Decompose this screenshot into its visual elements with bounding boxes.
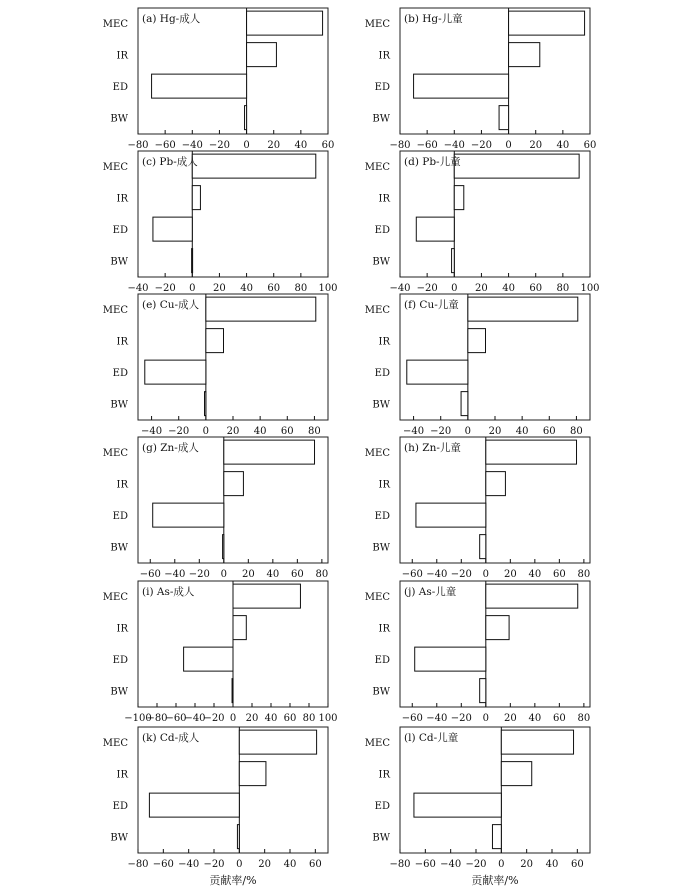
panel-title: (a) Hg-成人	[142, 13, 201, 25]
x-tick-label: −40	[426, 569, 448, 580]
bar-ir	[233, 616, 246, 640]
category-label: MEC	[364, 19, 390, 31]
bar-bw	[223, 535, 224, 559]
chart-panel	[365, 437, 590, 580]
category-label: ED	[374, 801, 390, 813]
x-tick-label: −40	[178, 859, 200, 870]
category-label: ED	[112, 368, 128, 380]
bar-ed	[149, 793, 239, 817]
bar-mec	[468, 297, 578, 321]
x-tick-label: 80	[577, 569, 591, 580]
category-label: MEC	[102, 305, 128, 317]
bar-ed	[184, 647, 233, 671]
x-tick-label: −40	[184, 713, 206, 724]
bar-ir	[224, 472, 244, 496]
bar-ed	[145, 360, 206, 384]
category-label: ED	[374, 82, 390, 94]
category-label: BW	[372, 542, 390, 554]
category-label: MEC	[102, 19, 128, 31]
bar-ir	[509, 43, 540, 67]
category-label: ED	[112, 655, 128, 667]
category-label: MEC	[102, 738, 128, 750]
x-tick-label: 40	[253, 426, 267, 437]
category-label: IR	[116, 193, 128, 205]
x-tick-label: 80	[294, 283, 308, 294]
x-tick-label: −40	[181, 140, 203, 151]
category-label: IR	[378, 479, 390, 491]
x-tick-label: −60	[414, 859, 436, 870]
category-label: ED	[112, 82, 128, 94]
x-tick-label: −60	[154, 140, 176, 151]
category-label: ED	[112, 801, 128, 813]
bar-ed	[153, 217, 192, 241]
x-tick-label: 80	[302, 713, 316, 724]
bar-ir	[206, 329, 224, 353]
x-tick-label: −20	[208, 140, 230, 151]
chart-panel	[365, 151, 600, 294]
x-tick-label: 20	[488, 426, 502, 437]
x-tick-label: 60	[552, 569, 566, 580]
panel-title: (j) As-儿童	[404, 586, 457, 598]
x-tick-label: 100	[580, 283, 600, 294]
x-tick-label: 40	[556, 140, 570, 151]
panel-title: (f) Cu-儿童	[404, 299, 459, 311]
category-label: IR	[378, 50, 390, 62]
bar-ir	[239, 762, 266, 786]
bar-mec	[501, 730, 573, 754]
x-tick-label: −80	[146, 713, 168, 724]
chart-panel	[103, 294, 328, 437]
panel-title: (h) Zn-儿童	[404, 442, 461, 454]
x-tick-label: 20	[267, 140, 281, 151]
chart-panel	[103, 437, 328, 580]
category-label: BW	[372, 113, 390, 125]
panel-title: (k) Cd-成人	[142, 732, 200, 744]
x-tick-label: −80	[127, 140, 149, 151]
x-tick-label: 0	[229, 713, 237, 724]
bar-mec	[239, 730, 316, 754]
bar-mec	[192, 154, 315, 178]
x-tick-label: 20	[503, 569, 517, 580]
x-tick-label: 60	[267, 283, 281, 294]
x-tick-label: 40	[545, 859, 559, 870]
x-tick-label: 60	[542, 426, 556, 437]
x-tick-label: 0	[464, 426, 472, 437]
x-tick-label: 60	[570, 859, 584, 870]
x-tick-label: −40	[403, 426, 425, 437]
bar-ir	[486, 472, 506, 496]
panel-title: (b) Hg-儿童	[404, 13, 463, 25]
category-label: IR	[116, 336, 128, 348]
category-label: ED	[374, 368, 390, 380]
x-tick-label: 0	[202, 426, 210, 437]
bar-ed	[414, 793, 501, 817]
bar-bw	[237, 825, 239, 849]
x-tick-label: 40	[240, 283, 253, 294]
bar-bw	[245, 106, 247, 130]
category-label: MEC	[364, 162, 390, 174]
x-tick-label: −20	[470, 140, 492, 151]
x-tick-label: −20	[450, 569, 472, 580]
bar-ir	[468, 329, 486, 353]
chart-panel	[103, 581, 338, 724]
x-tick-label: −40	[440, 859, 462, 870]
x-tick-label: 60	[308, 859, 322, 870]
bar-bw	[499, 106, 509, 130]
category-label: ED	[374, 225, 390, 237]
x-tick-label: 60	[280, 426, 294, 437]
x-tick-label: 80	[577, 713, 591, 724]
x-tick-label: 40	[294, 140, 308, 151]
x-tick-label: 60	[283, 713, 297, 724]
x-tick-label: −20	[203, 713, 225, 724]
x-tick-label: −40	[164, 569, 186, 580]
x-tick-label: 80	[308, 426, 321, 437]
bar-mec	[247, 11, 323, 35]
x-tick-label: 0	[505, 140, 512, 151]
x-tick-label: 60	[290, 569, 304, 580]
category-label: BW	[110, 832, 128, 844]
category-label: MEC	[102, 592, 128, 604]
x-tick-label: −60	[139, 569, 161, 580]
category-label: BW	[110, 399, 128, 411]
x-tick-label: 20	[529, 140, 543, 151]
category-label: ED	[112, 511, 128, 523]
bar-ir	[247, 43, 277, 67]
category-label: BW	[110, 113, 128, 125]
category-label: IR	[378, 336, 390, 348]
bar-ed	[416, 217, 454, 241]
x-tick-label: 20	[258, 859, 272, 870]
bar-ed	[153, 503, 224, 527]
x-tick-label: −40	[141, 426, 163, 437]
x-tick-label: 40	[502, 283, 515, 294]
x-tick-label: −20	[416, 283, 438, 294]
x-tick-label: 0	[189, 283, 196, 294]
x-tick-label: −100	[124, 713, 152, 724]
x-tick-label: −60	[401, 569, 423, 580]
category-label: ED	[112, 225, 128, 237]
x-tick-label: 40	[515, 426, 529, 437]
x-tick-label: 80	[315, 569, 329, 580]
chart-panel	[365, 294, 590, 437]
bar-ed	[414, 74, 509, 98]
x-tick-label: 100	[318, 283, 338, 294]
panel-title: (i) As-成人	[142, 586, 195, 598]
chart-panel	[103, 727, 328, 887]
category-label: IR	[116, 623, 128, 635]
x-tick-label: 60	[321, 140, 335, 151]
x-tick-label: −80	[127, 859, 149, 870]
category-label: MEC	[364, 592, 390, 604]
bar-mec	[206, 297, 316, 321]
chart-panel	[365, 581, 590, 724]
x-tick-label: −40	[127, 283, 149, 294]
bar-ir	[486, 616, 509, 640]
category-label: BW	[110, 256, 128, 268]
panel-title: (g) Zn-成人	[142, 442, 199, 454]
x-tick-label: 20	[213, 283, 226, 294]
category-label: MEC	[364, 738, 390, 750]
x-tick-label: −40	[426, 713, 448, 724]
bar-ir	[454, 186, 464, 210]
x-tick-label: 0	[220, 569, 227, 580]
x-tick-label: 0	[236, 859, 243, 870]
category-label: BW	[110, 542, 128, 554]
bar-ed	[152, 74, 247, 98]
category-label: IR	[116, 50, 128, 62]
x-tick-label: −20	[168, 426, 190, 437]
x-tick-label: 60	[552, 713, 566, 724]
category-label: BW	[110, 686, 128, 698]
bar-ed	[415, 647, 486, 671]
x-tick-label: 0	[243, 140, 250, 151]
bar-bw	[461, 392, 468, 416]
category-label: MEC	[102, 448, 128, 460]
x-tick-label: 100	[318, 713, 338, 724]
x-tick-label: 20	[503, 713, 517, 724]
x-tick-label: 40	[264, 713, 278, 724]
bar-ed	[416, 503, 486, 527]
x-tick-label: 80	[570, 426, 583, 437]
x-tick-label: 20	[520, 859, 534, 870]
chart-panel	[365, 727, 590, 887]
panel-title: (d) Pb-儿童	[404, 156, 461, 168]
category-label: BW	[372, 832, 390, 844]
panel-title: (c) Pb-成人	[142, 156, 198, 168]
bar-ir	[501, 762, 531, 786]
bar-bw	[492, 825, 501, 849]
x-tick-label: 80	[556, 283, 570, 294]
x-tick-label: −20	[450, 713, 472, 724]
x-axis-label: 贡献率/%	[471, 874, 519, 887]
panel-title: (l) Cd-儿童	[404, 732, 459, 744]
bar-bw	[480, 535, 486, 559]
x-tick-label: −60	[401, 713, 423, 724]
category-label: IR	[378, 769, 390, 781]
x-axis-label: 贡献率/%	[209, 874, 257, 887]
category-label: BW	[372, 256, 390, 268]
x-tick-label: 0	[498, 859, 505, 870]
x-tick-label: 60	[529, 283, 543, 294]
chart-panel	[103, 151, 338, 294]
chart-panel	[365, 8, 597, 151]
x-tick-label: 60	[583, 140, 597, 151]
x-tick-label: 40	[283, 859, 297, 870]
category-label: IR	[116, 769, 128, 781]
bar-bw	[205, 392, 206, 416]
x-tick-label: 20	[475, 283, 488, 294]
bar-ir	[192, 186, 200, 210]
bar-bw	[192, 249, 193, 273]
bar-bw	[452, 249, 455, 273]
x-tick-label: 40	[266, 569, 280, 580]
x-tick-label: −60	[152, 859, 174, 870]
category-label: IR	[378, 623, 390, 635]
x-tick-label: −80	[389, 859, 411, 870]
bar-mec	[233, 584, 300, 608]
category-label: IR	[378, 193, 390, 205]
bar-mec	[224, 440, 315, 464]
category-label: MEC	[102, 162, 128, 174]
x-tick-label: 0	[451, 283, 458, 294]
category-label: ED	[374, 511, 390, 523]
x-tick-label: −80	[389, 140, 411, 151]
bar-mec	[486, 440, 577, 464]
bar-bw	[232, 679, 233, 703]
x-tick-label: 40	[528, 713, 542, 724]
category-label: MEC	[364, 448, 390, 460]
x-tick-label: 20	[245, 713, 259, 724]
x-tick-label: −60	[416, 140, 438, 151]
category-label: MEC	[364, 305, 390, 317]
category-label: BW	[372, 686, 390, 698]
x-tick-label: −20	[465, 859, 487, 870]
x-tick-label: −40	[389, 283, 411, 294]
bar-mec	[454, 154, 579, 178]
bar-mec	[486, 584, 578, 608]
x-tick-label: 0	[482, 713, 489, 724]
bar-bw	[480, 679, 486, 703]
chart-panel	[103, 8, 335, 151]
x-tick-label: 0	[482, 569, 489, 580]
bar-ed	[407, 360, 468, 384]
x-tick-label: −20	[203, 859, 225, 870]
x-tick-label: −20	[154, 283, 176, 294]
x-tick-label: −20	[188, 569, 210, 580]
x-tick-label: 20	[226, 426, 240, 437]
category-label: BW	[372, 399, 390, 411]
panel-title: (e) Cu-成人	[142, 299, 200, 311]
category-label: ED	[374, 655, 390, 667]
x-tick-label: −20	[430, 426, 452, 437]
bar-mec	[509, 11, 585, 35]
x-tick-label: −60	[165, 713, 187, 724]
x-tick-label: 40	[528, 569, 542, 580]
category-label: IR	[116, 479, 128, 491]
x-tick-label: −40	[443, 140, 465, 151]
x-tick-label: 20	[241, 569, 255, 580]
